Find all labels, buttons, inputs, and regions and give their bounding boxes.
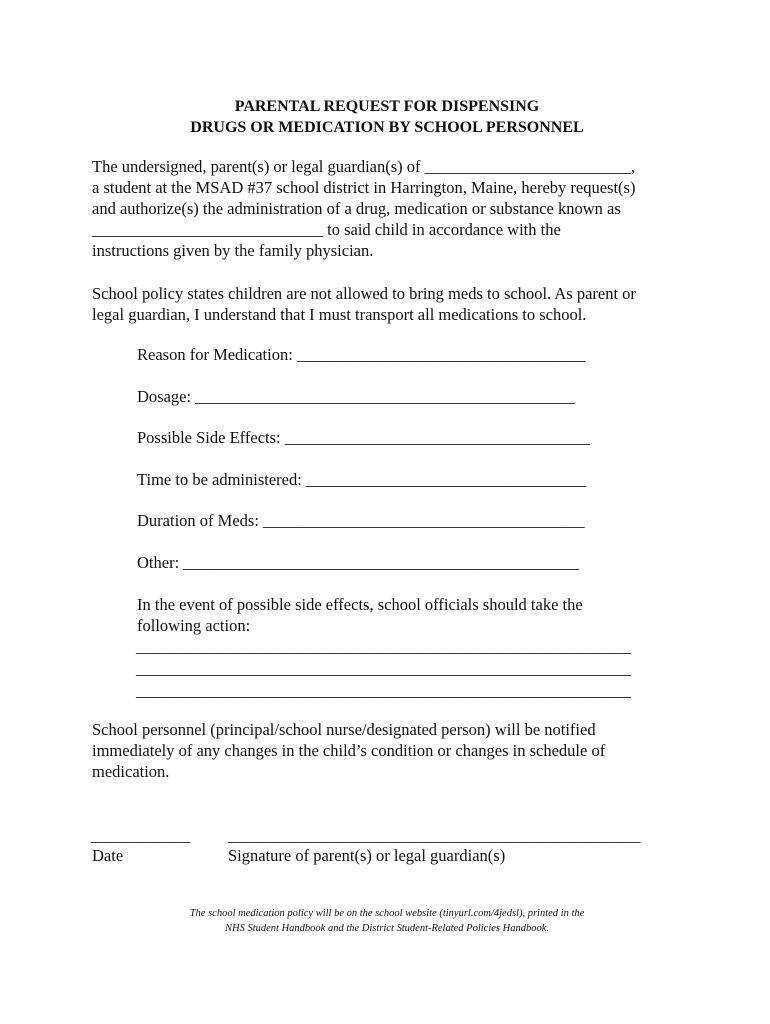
title-line-2: DRUGS OR MEDICATION BY SCHOOL PERSONNEL bbox=[190, 119, 584, 136]
action-blank-1[interactable]: ____________________________________________________________ bbox=[136, 637, 631, 656]
action-line-2: following action: bbox=[137, 616, 251, 635]
dosage-field[interactable] bbox=[137, 386, 575, 407]
policy-paragraph bbox=[92, 283, 692, 325]
duration-blank[interactable]: _______________________________________ bbox=[262, 511, 585, 530]
notify-line-1: School personnel (principal/school nurse/designated person) will be notified bbox=[92, 720, 596, 739]
time-label: Time to be administered: bbox=[137, 470, 302, 489]
form-title bbox=[0, 96, 770, 138]
date-label: Date bbox=[92, 846, 124, 865]
intro-line-4: ____________________________ to said child in accordance with the bbox=[92, 220, 561, 239]
other-field[interactable] bbox=[137, 552, 579, 573]
action-blank-2[interactable]: ____________________________________________________________ bbox=[136, 659, 631, 678]
reason-field[interactable] bbox=[137, 344, 586, 365]
signature-blank[interactable]: __________________________________________________ bbox=[228, 826, 641, 845]
reason-label: Reason for Medication: bbox=[137, 345, 293, 364]
time-field[interactable] bbox=[137, 469, 586, 490]
policy-line-1: School policy states children are not allowed to bring meds to school. As parent or bbox=[92, 284, 636, 303]
reason-blank[interactable]: ___________________________________ bbox=[296, 345, 586, 364]
side-effects-label: Possible Side Effects: bbox=[137, 428, 281, 447]
footer-note bbox=[0, 906, 770, 936]
side-effects-action bbox=[137, 594, 737, 636]
side-effects-field[interactable] bbox=[137, 427, 590, 448]
signature-label: Signature of parent(s) or legal guardian(s) bbox=[228, 846, 506, 865]
footer-line-2: NHS Student Handbook and the District Student-Related Policies Handbook. bbox=[225, 923, 549, 934]
notify-paragraph bbox=[92, 719, 692, 782]
title-line-1: PARENTAL REQUEST FOR DISPENSING bbox=[234, 98, 540, 115]
intro-line-1: The undersigned, parent(s) or legal guardian(s) of _________________________, bbox=[92, 157, 636, 176]
dosage-label: Dosage: bbox=[137, 387, 192, 406]
intro-line-3: and authorize(s) the administration of a drug, medication or substance known as bbox=[92, 199, 621, 218]
duration-field[interactable] bbox=[137, 510, 585, 531]
intro-paragraph bbox=[92, 156, 692, 261]
duration-label: Duration of Meds: bbox=[137, 511, 259, 530]
date-blank[interactable]: ____________ bbox=[91, 826, 190, 845]
other-label: Other: bbox=[137, 553, 180, 572]
time-blank[interactable]: __________________________________ bbox=[305, 470, 587, 489]
notify-line-2: immediately of any changes in the child’s condition or changes in schedule of bbox=[92, 741, 606, 760]
policy-line-2: legal guardian, I understand that I must transport all medications to school. bbox=[92, 305, 587, 324]
action-blank-3[interactable]: ____________________________________________________________ bbox=[136, 681, 631, 700]
notify-line-3: medication. bbox=[92, 762, 170, 781]
intro-line-2: a student at the MSAD #37 school district in Harrington, Maine, hereby request(s) bbox=[92, 178, 636, 197]
other-blank[interactable]: ________________________________________________ bbox=[183, 553, 580, 572]
action-line-1: In the event of possible side effects, school officials should take the bbox=[137, 595, 583, 614]
footer-line-1: The school medication policy will be on the school website (tinyurl.com/4jedsl), printed in the bbox=[189, 908, 585, 919]
dosage-blank[interactable]: ______________________________________________ bbox=[195, 387, 575, 406]
intro-line-5: instructions given by the family physician. bbox=[92, 241, 374, 260]
side-effects-blank[interactable]: _____________________________________ bbox=[284, 428, 590, 447]
